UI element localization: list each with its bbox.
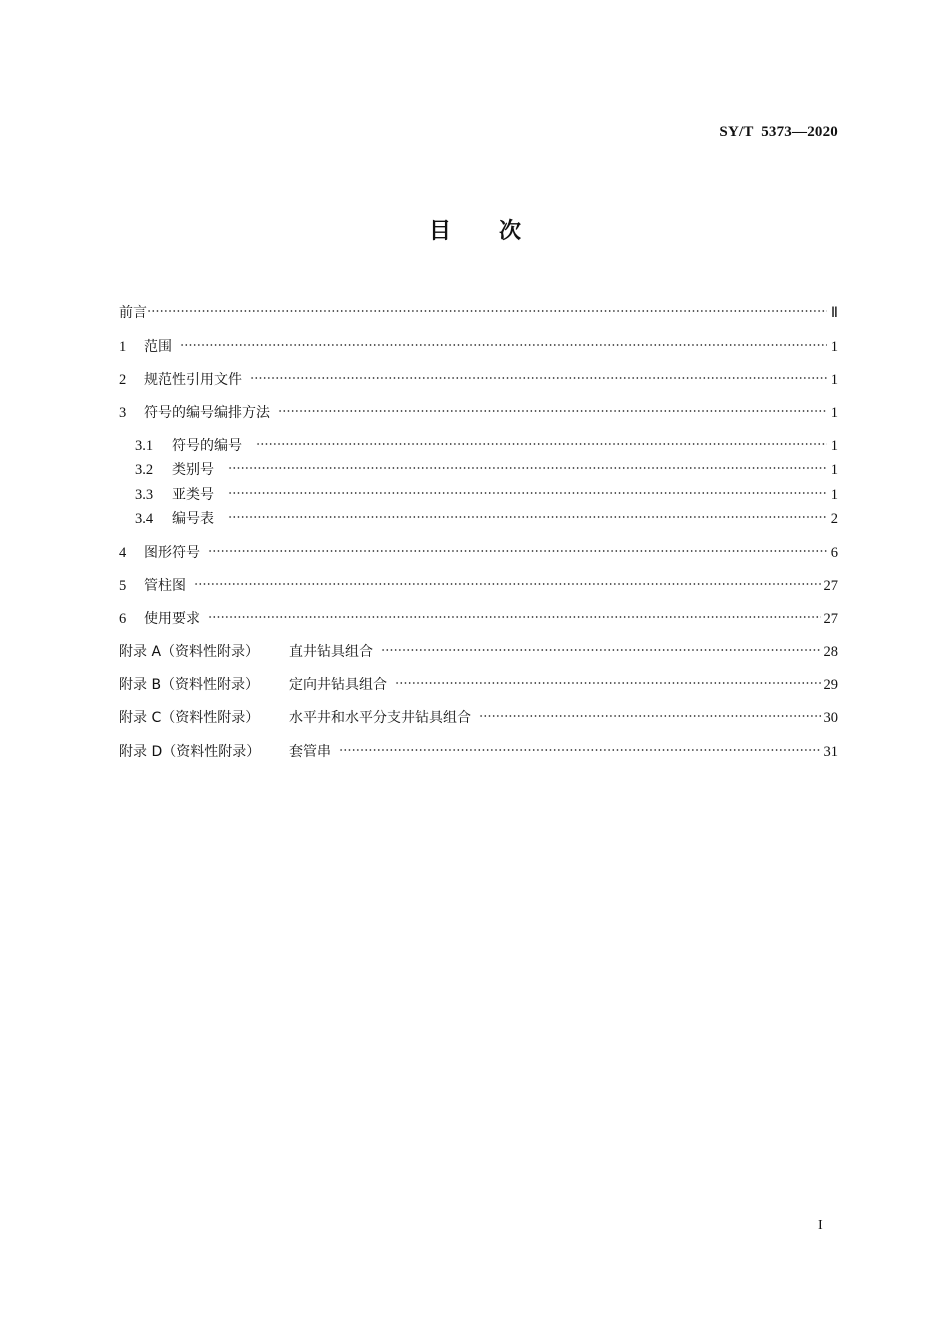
toc-entry-label: 前言 [119,305,147,321]
page-folio: I [818,1218,823,1233]
toc-entry-label: 亚类号 [172,487,214,503]
toc-entry-page: 1 [830,487,838,503]
toc-entry-label: 图形符号 [144,545,200,561]
toc-entry-3-1[interactable] [135,436,838,456]
toc-entry-number: 附录 A（资料性附录） [119,644,260,660]
toc-entry-label: 规范性引用文件 [144,372,242,388]
toc-entry-page: 27 [823,611,838,627]
page-title: 目次 [428,219,569,244]
toc-entry-label: 范围 [144,339,172,355]
toc-entry-number: 附录 D（资料性附录） [119,744,261,760]
toc-entry-page: 1 [830,438,838,454]
toc-entry-number: 1 [119,339,127,355]
dot-leader [250,376,827,380]
dot-leader [278,409,827,413]
toc-entry-page: 31 [823,744,838,760]
toc-entry-graphic-symbols[interactable] [119,543,838,563]
dot-leader [228,466,827,470]
dot-leader [228,515,827,519]
toc-entry-label: 直井钻具组合 [289,644,373,660]
toc-entry-page: 28 [823,644,838,660]
toc-entry-number: 附录 B（资料性附录） [119,677,260,693]
toc-entry-3-3[interactable] [135,485,838,505]
toc-entry-number: 附录 C（资料性附录） [119,710,260,726]
toc-entry-string-diagram[interactable] [119,576,838,596]
toc-entry-page: 30 [823,710,838,726]
dot-leader [228,491,827,495]
toc-entry-label: 编号表 [172,511,214,527]
toc-entry-annex-c[interactable] [119,708,838,728]
toc-entry-label: 水平井和水平分支井钻具组合 [289,710,471,726]
toc-entry-scope[interactable] [119,337,838,357]
toc-entry-label: 使用要求 [144,611,200,627]
toc-entry-page: 1 [830,462,838,478]
toc-entry-number: 6 [119,611,127,627]
toc-entry-normative-references[interactable] [119,370,838,390]
dot-leader [256,442,827,446]
toc-entry-number: 3.1 [135,438,154,454]
dot-leader [194,582,821,586]
dot-leader [208,615,821,619]
toc-entry-foreword[interactable] [119,303,838,323]
toc-entry-3-2[interactable] [135,460,838,480]
toc-entry-usage-requirements[interactable] [119,609,838,629]
toc-entry-number: 3.3 [135,487,154,503]
dot-leader [208,549,827,553]
dot-leader [339,748,821,752]
toc-entry-label: 类别号 [172,462,214,478]
toc-entry-page: Ⅱ [830,305,838,321]
toc-entry-annex-d[interactable] [119,742,838,762]
toc-entry-page: 27 [823,578,838,594]
toc-entry-label: 管柱图 [144,578,186,594]
toc-entry-label: 符号的编号编排方法 [144,405,270,421]
standard-number: SY/T 5373—2020 [719,124,838,140]
toc-entry-label: 定向井钻具组合 [289,677,387,693]
toc-entry-page: 1 [830,339,838,355]
dot-leader [381,648,821,652]
toc-entry-annex-b[interactable] [119,675,838,695]
toc-entry-number: 3.2 [135,462,154,478]
toc-entry-page: 29 [823,677,838,693]
toc-entry-number: 4 [119,545,127,561]
toc-entry-page: 2 [830,511,838,527]
toc-entry-page: 1 [830,405,838,421]
dot-leader [479,714,821,718]
dot-leader [147,309,827,313]
toc-entry-page: 1 [830,372,838,388]
toc-entry-number: 5 [119,578,127,594]
toc-entry-3-4[interactable] [135,509,838,529]
dot-leader [180,343,827,347]
toc-entry-number: 2 [119,372,127,388]
toc-entry-number: 3 [119,405,127,421]
toc-entry-number: 3.4 [135,511,154,527]
toc-entry-numbering-method[interactable] [119,403,838,423]
dot-leader [395,681,821,685]
toc-entry-page: 6 [830,545,838,561]
toc-entry-label: 符号的编号 [172,438,242,454]
toc-entry-label: 套管串 [289,744,331,760]
toc-entry-annex-a[interactable] [119,642,838,662]
